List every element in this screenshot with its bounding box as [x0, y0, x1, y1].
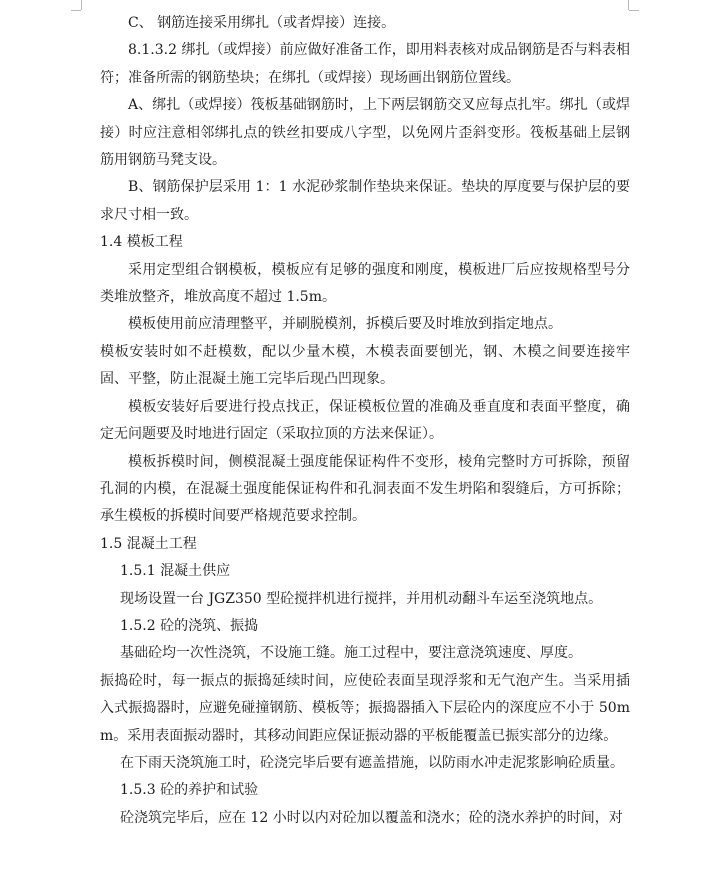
- paragraph: 在下雨天浇筑施工时，砼浇完毕后要有遮盖措施，以防雨水冲走泥浆影响砼质量。: [120, 754, 624, 771]
- subsection-heading: 1.5.2 砼的浇筑、振捣: [120, 617, 259, 634]
- section-heading: 1.5 混凝土工程: [100, 535, 197, 552]
- paragraph: 模板安装时如不赶模数，配以少量木模，木模表面要刨光，钢、木模之间要连接牢固、平整，防止混凝土施工完毕后现凸凹现象。: [100, 343, 630, 388]
- paragraph: 模板使用前应清理整平，并刷脱模剂，拆模后要及时堆放到指定地点。: [128, 316, 562, 333]
- paragraph: 8.1.3.2 绑扎（或焊接）前应做好准备工作，即用料表核对成品钢筋是否与料表相符；准备所需的钢筋垫块；在绑扎（或焊接）现场画出钢筋位置线。: [100, 42, 630, 86]
- paragraph: 基础砼均一次性浇筑，不设施工缝。施工过程中，要注意浇筑速度、厚度。: [120, 645, 582, 662]
- paragraph: 砼浇筑完毕后，应在 12 小时以内对砼加以覆盖和浇水；砼的浇水养护的时间，对: [120, 809, 623, 826]
- paragraph: 采用定型组合钢模板，模板应有足够的强度和刚度，模板进厂后应按规格型号分类堆放整齐，堆放高度不超过 1.5m。: [100, 261, 630, 306]
- subsection-heading: 1.5.1 混凝土供应: [120, 563, 231, 580]
- subsection-heading: 1.5.3 砼的养护和试验: [120, 782, 259, 799]
- paragraph: 现场设置一台 JGZ350 型砼搅拌机进行搅拌，并用机动翻斗车运至浇筑地点。: [120, 590, 603, 607]
- paragraph: 模板安装好后要进行投点找正，保证模板位置的准确及垂直度和表面平整度，确定无问题要及时地进行固定（采取拉顶的方法来保证）。: [100, 398, 630, 443]
- paragraph: C、 钢筋连接采用绑扎（或者焊接）连接。: [128, 15, 396, 31]
- crop-mark-left-vertical: [81, 0, 82, 10]
- paragraph: A、绑扎（或焊接）筏板基础钢筋时，上下两层钢筋交叉应每点扎牢。绑扎（或焊接）时应注意相邻绑扎点的铁丝扣要成八字型，以免网片歪斜变形。筏板基础上层钢筋用钢筋马凳支设。: [100, 97, 630, 169]
- paragraph: 振捣砼时，每一振点的振捣延续时间，应使砼表面呈现浮浆和无气泡产生。当采用插入式振捣器时，应避免碰撞钢筋、模板等；振捣器插入下层砼内的深度应不小于 50mm。采用表面振动器时，其移动间距应保证振动器的平板能覆盖已振实部分的边缘。: [100, 672, 630, 744]
- document-body: [100, 10, 630, 832]
- crop-mark-right-vertical: [628, 0, 629, 10]
- paragraph: B、钢筋保护层采用 1：1 水泥砂浆制作垫块来保证。垫块的厚度要与保护层的要求尺寸相一致。: [100, 179, 630, 223]
- crop-mark-right-horizontal: [629, 10, 639, 11]
- crop-mark-left-horizontal: [71, 10, 81, 11]
- paragraph: 模板拆模时间，侧模混凝土强度能保证构件不变形，棱角完整时方可拆除，预留孔洞的内模，在混凝土强度能保证构件和孔洞表面不发生坍陷和裂缝后，方可拆除；承生模板的拆模时间要严格规范要求控制。: [100, 453, 630, 525]
- section-heading: 1.4 模板工程: [100, 234, 183, 251]
